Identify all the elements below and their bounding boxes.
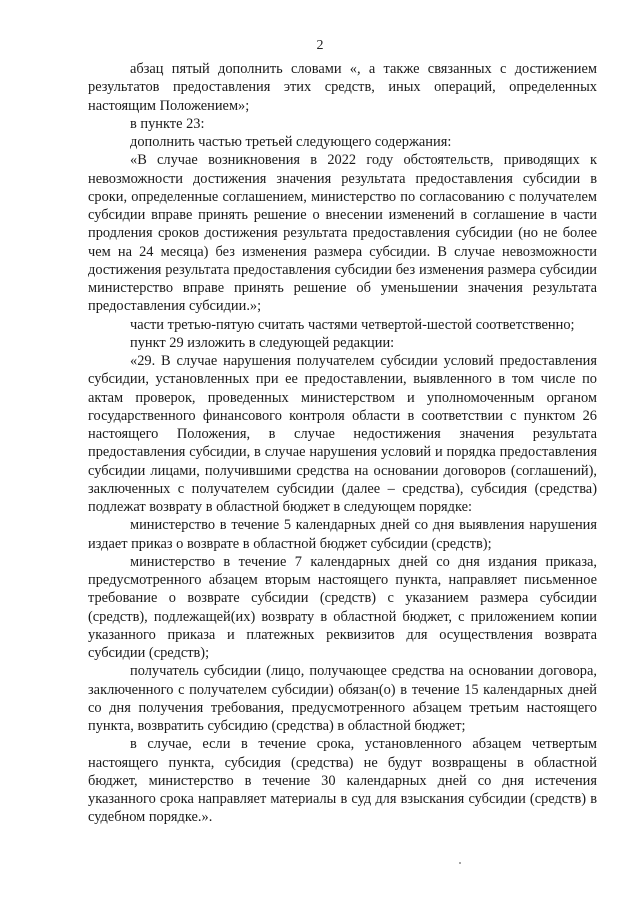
paragraph-clause-29-step-3: получатель субсидии (лицо, получающее средства на основании договора, заключенного с получателем субсидии) обязан(о) в течение 15 календарных дней со дня получения требования, предусмотренного абзацем третьим настоящего пункта, возвратить субсидию (средства) в областной бюджет; xyxy=(88,663,597,734)
paragraph-amendment-abzac-5: абзац пятый дополнить словами «, а также связанных с достижением результатов предоставления этих средств, иных операций, определенных настоящим Положением»; xyxy=(88,61,597,114)
page-number: 2 xyxy=(316,38,324,53)
paragraph-clause-29-step-4: в случае, если в течение срока, установленного абзацем четвертым настоящего пункта, субсидия (средства) не будут возвращены в областной бюджет, министерство в течение 30 календарных дней со дня истечения указанного срока направляет материалы в суд для взыскания субсидии (средств) в судебном порядке.». xyxy=(88,736,597,826)
paragraph-add-part-three: дополнить частью третьей следующего содержания: xyxy=(130,134,452,150)
paragraph-clause-29-step-2: министерство в течение 7 календарных дней со дня издания приказа, предусмотренного абзацем вторым настоящего пункта, направляет письменное требование о возврате субсидии (средств) с указанием размера субсидии (средств), подлежащей(их) возврату в областной бюджет, с приложением копии указанного приказа и платежных реквизитов для осуществления возврата субсидии (средств); xyxy=(88,553,597,661)
paragraph-clause-29-text: «29. В случае нарушения получателем субсидии условий предоставления субсидии, установленных при ее предоставлении, выявленного в том числе по актам проверок, проведенных министерством и уполномоченным органом государственного финансового контроля области в соответствии с пунктом 26 настоящего Положения, в случае недостижения значения результата предоставления субсидии, в случае нарушения условий и порядка предоставления субсидии лицами, получившими средства на основании договоров (соглашений), заключенных с получателем субсидии (далее – средства), субсидия (средства) подлежат возврату в областной бюджет в следующем порядке: xyxy=(88,353,597,515)
paragraph-clause-23-intro: в пункте 23: xyxy=(130,115,205,132)
scan-speck xyxy=(459,862,461,864)
document-body xyxy=(88,60,597,827)
paragraph-clause-29-step-1: министерство в течение 5 календарных дней со дня выявления нарушения издает приказ о возврате в областной бюджет субсидии (средств); xyxy=(88,517,597,552)
paragraph-renumber-parts: части третью-пятую считать частями четвертой-шестой соответственно; xyxy=(130,316,575,333)
paragraph-clause-29-intro: пункт 29 изложить в следующей редакции: xyxy=(130,334,395,351)
paragraph-part-three-text: «В случае возникновения в 2022 году обстоятельств, приводящих к невозможности достижения значения результата предоставления субсидии в сроки, определенные соглашением, министерство по согласованию с получателем субсидии вправе принять решение о внесении изменений в соглашение в части продления сроков достижения результата предоставления субсидии (но не более чем на 24 месяца) без изменения размера субсидии. В случае невозможности достижения результата предоставления субсидии без изменения размера субсидии министерство вправе принять решение об уменьшении значения результата предоставления субсидии.»; xyxy=(88,152,597,315)
